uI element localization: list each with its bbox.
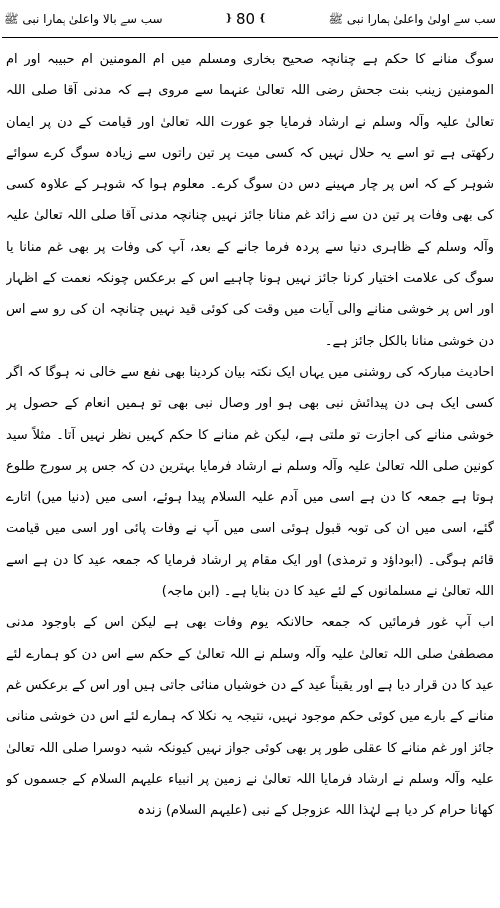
page-number: 80 xyxy=(235,10,256,28)
page-header xyxy=(0,0,500,38)
ornament-right-icon: ❵ xyxy=(258,13,267,24)
header-title-right: سب سے اولیٰ واعلیٰ ہمارا نبی ﷺ xyxy=(328,11,496,26)
ornament-left-icon: ❴ xyxy=(224,13,233,24)
paragraph-2: احادیث مبارکہ کی روشنی میں یہاں ایک نکتہ بیان کردینا بھی نفع سے خالی نہ ہوگا کہ اگر کسی ایک ہی دن پیدائش نبی بھی ہو اور وصال نبی بھی تو ہمیں انعام کے حصول پر خوشی منانے کی اجازت تو ملتی ہے، لیکن غم منانے کا حکم کہیں نظر نہیں آتا۔ مثلاً سید کونین صلی اللہ تعالیٰ علیہ وآلہ وسلم نے ارشاد فرمایا بہترین دن کہ جس پر سورج طلوع ہوتا ہے جمعہ کا دن ہے اسی میں آدم علیہ السلام پیدا ہوئے، اسی میں (دنیا میں) اتارے گئے، اسی میں ان کی توبہ قبول ہوئی اسی میں آپ نے وفات پائی اور اسی میں قیامت قائم ہوگی۔ (ابوداؤد و ترمذی) اور ایک مقام پر ارشاد فرمایا کہ جمعہ عید کا دن ہے اسے اللہ تعالیٰ نے مسلمانوں کے لئے عید کا دن بنایا ہے۔ (ابن ماجہ) xyxy=(6,364,494,600)
page-body xyxy=(6,44,494,904)
page-number-block xyxy=(225,10,267,28)
header-title-left: سب سے بالا واعلیٰ ہمارا نبی ﷺ xyxy=(4,11,163,26)
paragraph-1: سوگ منانے کا حکم ہے چنانچہ صحیح بخاری ومسلم میں ام المومنین ام حبیبہ اور ام المومنین زینب بنت جحش رضی اللہ تعالیٰ عنہما سے مروی ہے کہ مدنی آقا صلی اللہ تعالیٰ علیہ وآلہ وسلم نے ارشاد فرمایا جو عورت اللہ تعالیٰ اور قیامت کے دن پر ایمان رکھتی ہے تو اسے یہ حلال نہیں کہ کسی میت پر تین راتوں سے زیادہ سوگ کرے سوائے شوہر کے کہ اس پر چار مہینے دس دن سوگ کرے۔ معلوم ہوا کہ شوہر کے علاوہ کسی کی بھی وفات پر تین دن سے زائد غم منانا جائز نہیں چنانچہ مدنی آقا صلی اللہ تعالیٰ علیہ وآلہ وسلم کے ظاہری دنیا سے پردہ فرما جانے کے بعد، آپ کی وفات پر بھی غم منانا یا سوگ کی علامت اختیار کرنا جائز نہیں ہونا چاہیے اس کے برعکس چونکہ نعمت کے اظہار اور اس پر خوشی منانے والی آیات میں وقت کی کوئی قید نہیں چنانچہ ان کی رو سے اس دن خوشی منانا بالکل جائز ہے۔ xyxy=(6,52,494,349)
paragraph-3: اب آپ غور فرمائیں کہ جمعہ حالانکہ یوم وفات بھی ہے لیکن اس کے باوجود مدنی مصطفیٰ صلی اللہ تعالیٰ علیہ وآلہ وسلم نے اللہ تعالیٰ کے حکم سے اس دن کو ہمارے لئے عید کا دن قرار دیا ہے اور یقیناً عید کے دن خوشیاں منائی جاتی ہیں اور اس کے برعکس غم منانے کے بارے میں کوئی حکم موجود نہیں، نتیجہ یہ نکلا کہ ہمارے لئے اس دن خوشی منانی جائز اور غم منانے کا عقلی طور پر بھی کوئی جواز نہیں کیونکہ شبہ دوسرا صلی اللہ تعالیٰ علیہ وآلہ وسلم نے ارشاد فرمایا اللہ تعالیٰ نے زمین پر انبیاء علیہم السلام کے جسموں کو کھانا حرام کر دیا ہے لہٰذا اللہ عزوجل کے نبی (علیہم السلام) زندہ xyxy=(6,615,494,819)
header-divider xyxy=(2,37,498,38)
